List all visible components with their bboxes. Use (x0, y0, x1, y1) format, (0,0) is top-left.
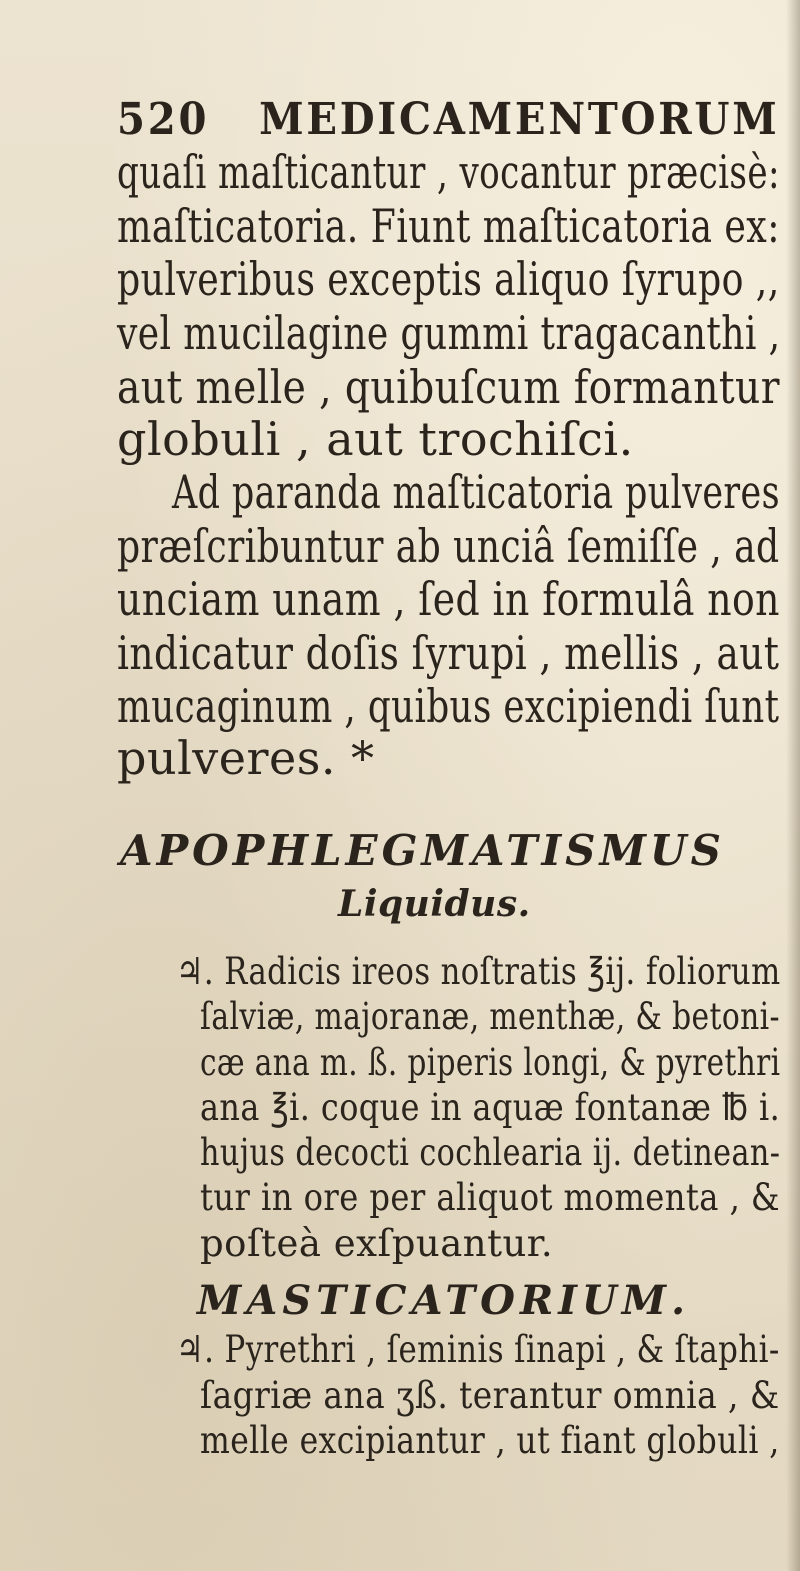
section-heading: APOPHLEGMATISMUS (120, 826, 725, 875)
text-line: Ad paranda maſticatoria pulveres (172, 465, 780, 519)
recipe-line: ſalviæ, majoranæ, menthæ, & betoni- (200, 995, 781, 1038)
recipe-line: poſteà exſpuantur. (200, 1222, 554, 1265)
recipe-line: ana ℥i. coque in aquæ fontanæ ℔ i. (200, 1086, 781, 1129)
text-line: globuli , aut trochiſci. (117, 412, 634, 466)
recipe-line: hujus decocti cochlearia ij. detinean- (200, 1131, 781, 1174)
text-line: vel mucilagine gummi tragacanthi , (117, 306, 781, 360)
running-header (117, 94, 779, 146)
page-edge-shadow (786, 0, 800, 1571)
text-line: pulveres. * (117, 731, 375, 785)
text-line: pulveribus exceptis aliquo ſyrupo ,, (117, 252, 780, 306)
recipe-line: ♃. Radicis ireos noſtratis ℥ij. foliorum (176, 950, 781, 993)
text-line: indicatur doſis ſyrupi , mellis , aut (117, 626, 780, 680)
recipe-line: cæ ana m. ß. piperis longi, & pyrethri (200, 1041, 781, 1084)
text-line: aut melle , quibuſcum formantur (117, 360, 780, 414)
text-line: unciam unam , ſed in formulâ non (117, 572, 780, 626)
page-number: 520 (117, 94, 210, 145)
text-line: mucaginum , quibus excipiendi ſunt (117, 679, 780, 733)
recipe-line: ♃. Pyrethri , ſeminis ſinapi , & ſtaphi- (176, 1328, 780, 1371)
recipe-line: ſagriæ ana ʒß. terantur omnia , & (200, 1374, 780, 1417)
section-subheading: Liquidus. (338, 883, 531, 925)
text-line: maſticatoria. Fiunt maſticatoria ex: (117, 199, 780, 253)
recipe-line: tur in ore per aliquot momenta , & (200, 1176, 781, 1219)
section-heading: MASTICATORIUM. (197, 1277, 691, 1324)
text-line: quaſi maſticantur , vocantur præcisè: (117, 145, 780, 199)
running-title: MEDICAMENTORUM (259, 94, 780, 145)
recipe-line: melle excipiantur , ut fiant globuli , (200, 1419, 780, 1462)
text-line: præſcribuntur ab unciâ ſemiſſe , ad (117, 519, 780, 573)
